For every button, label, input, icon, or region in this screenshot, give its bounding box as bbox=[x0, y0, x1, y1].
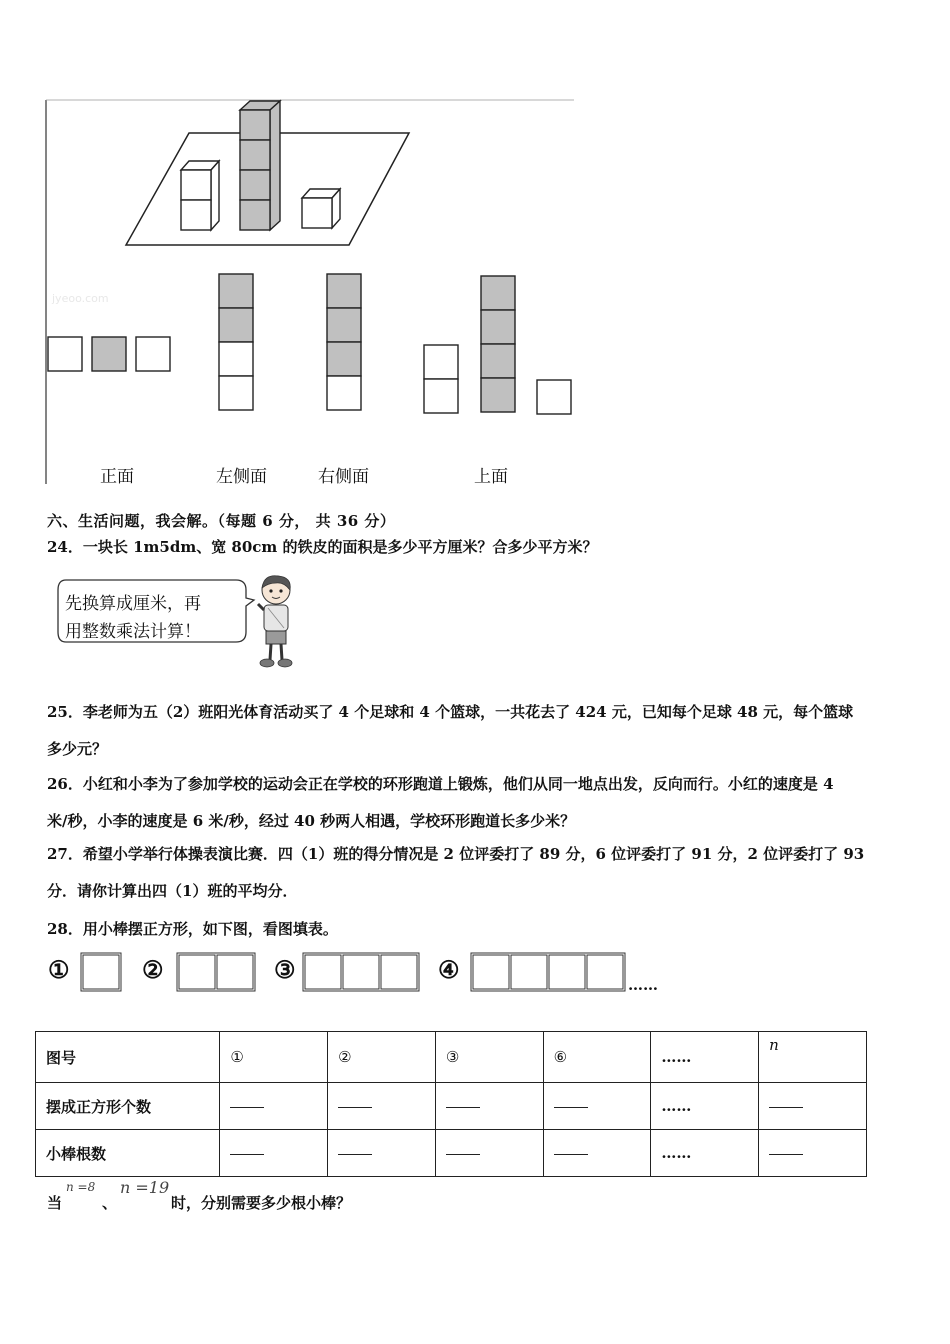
right-side-view bbox=[327, 274, 361, 410]
table-header-n: n bbox=[769, 1036, 779, 1054]
front-view bbox=[48, 337, 170, 371]
answer-blank[interactable] bbox=[328, 1130, 436, 1177]
cube-single-right bbox=[302, 189, 340, 228]
question-24: 24．一块长 1m5dm、宽 80cm 的铁皮的面积是多少平方厘米？合多少平方米？ bbox=[47, 538, 598, 556]
question-27-line-2: 分．请你计算出四（1）班的平均分． bbox=[47, 882, 298, 900]
table-header-cell: ③ bbox=[435, 1032, 543, 1083]
bubble-line-2: 用整数乘法计算！ bbox=[65, 622, 201, 642]
cube-stack-left bbox=[181, 161, 219, 230]
figure-ellipsis: …… bbox=[628, 976, 658, 994]
question-27-line-1: 27．希望小学举行体操表演比赛．四（1）班的得分情况是 2 位评委打了 89 分，6 位评委打了 91 分，2 位评委打了 93 bbox=[47, 845, 865, 863]
table-row bbox=[36, 1130, 867, 1177]
label-right-view: 右侧面 bbox=[318, 467, 369, 487]
answer-blank[interactable] bbox=[220, 1130, 328, 1177]
cube-stack-middle bbox=[240, 101, 280, 230]
table-ellipsis: …… bbox=[651, 1130, 759, 1177]
answer-blank[interactable] bbox=[435, 1083, 543, 1130]
figure-label-4: ④ bbox=[438, 955, 460, 984]
top-view bbox=[424, 276, 571, 414]
answer-blank[interactable] bbox=[435, 1130, 543, 1177]
label-top-view: 上面 bbox=[474, 467, 508, 487]
left-side-view bbox=[219, 274, 253, 410]
table-header-cell: 图号 bbox=[36, 1032, 220, 1083]
bubble-line-1: 先换算成厘米，再 bbox=[65, 594, 201, 614]
table-header-cell: ① bbox=[220, 1032, 328, 1083]
answer-blank[interactable] bbox=[543, 1083, 651, 1130]
table-header-cell: ② bbox=[328, 1032, 436, 1083]
cube-views-figure bbox=[44, 98, 584, 490]
label-front-view: 正面 bbox=[100, 467, 134, 487]
footer-separator: 、 bbox=[102, 1194, 118, 1212]
boy-illustration bbox=[252, 574, 298, 670]
label-left-view: 左侧面 bbox=[216, 467, 267, 487]
question-26-line-2: 米/秒，小李的速度是 6 米/秒，经过 40 秒两人相遇，学校环形跑道长多少米？ bbox=[47, 812, 576, 830]
answer-blank[interactable] bbox=[543, 1130, 651, 1177]
table-header-row bbox=[36, 1032, 867, 1083]
question-27 bbox=[47, 836, 917, 910]
question-26 bbox=[47, 766, 917, 840]
section-title: 六、生活问题，我会解。（每题 6 分， 共 36 分） bbox=[47, 512, 396, 530]
question-25 bbox=[47, 694, 917, 768]
answer-blank[interactable] bbox=[759, 1130, 867, 1177]
footer-suffix: 时，分别需要多少根小棒？ bbox=[171, 1194, 352, 1212]
table-row-label: 摆成正方形个数 bbox=[36, 1083, 220, 1130]
footer-prefix: 当 bbox=[47, 1194, 63, 1212]
answer-blank[interactable] bbox=[759, 1083, 867, 1130]
table-row bbox=[36, 1083, 867, 1130]
table-row-label: 小棒根数 bbox=[36, 1130, 220, 1177]
figure-label-2: ② bbox=[142, 955, 164, 984]
question-26-line-1: 26．小红和小李为了参加学校的运动会正在学校的环形跑道上锻炼，他们从同一地点出发，反向而行。小红的速度是 4 bbox=[47, 775, 834, 793]
question-25-line-1: 25．李老师为五（2）班阳光体育活动买了 4 个足球和 4 个篮球，一共花去了 424 元，已知每个足球 48 元，每个篮球 bbox=[47, 703, 854, 721]
table-header-cell: ⑥ bbox=[543, 1032, 651, 1083]
question-25-line-2: 多少元？ bbox=[47, 740, 108, 758]
fill-in-table bbox=[35, 1031, 867, 1177]
figure-label-3: ③ bbox=[274, 955, 296, 984]
answer-blank[interactable] bbox=[328, 1083, 436, 1130]
footer-expr-1: n =8 bbox=[66, 1180, 96, 1194]
footer-expr-2: n =19 bbox=[120, 1178, 170, 1197]
watermark: jyeoo.com bbox=[52, 292, 109, 305]
table-ellipsis: …… bbox=[651, 1083, 759, 1130]
answer-blank[interactable] bbox=[220, 1083, 328, 1130]
table-header-cell bbox=[759, 1032, 867, 1083]
question-28: 28．用小棒摆正方形，如下图，看图填表。 bbox=[47, 920, 338, 938]
stick-squares-figure bbox=[74, 946, 634, 996]
table-header-cell: …… bbox=[651, 1032, 759, 1083]
figure-label-1: ① bbox=[48, 955, 70, 984]
